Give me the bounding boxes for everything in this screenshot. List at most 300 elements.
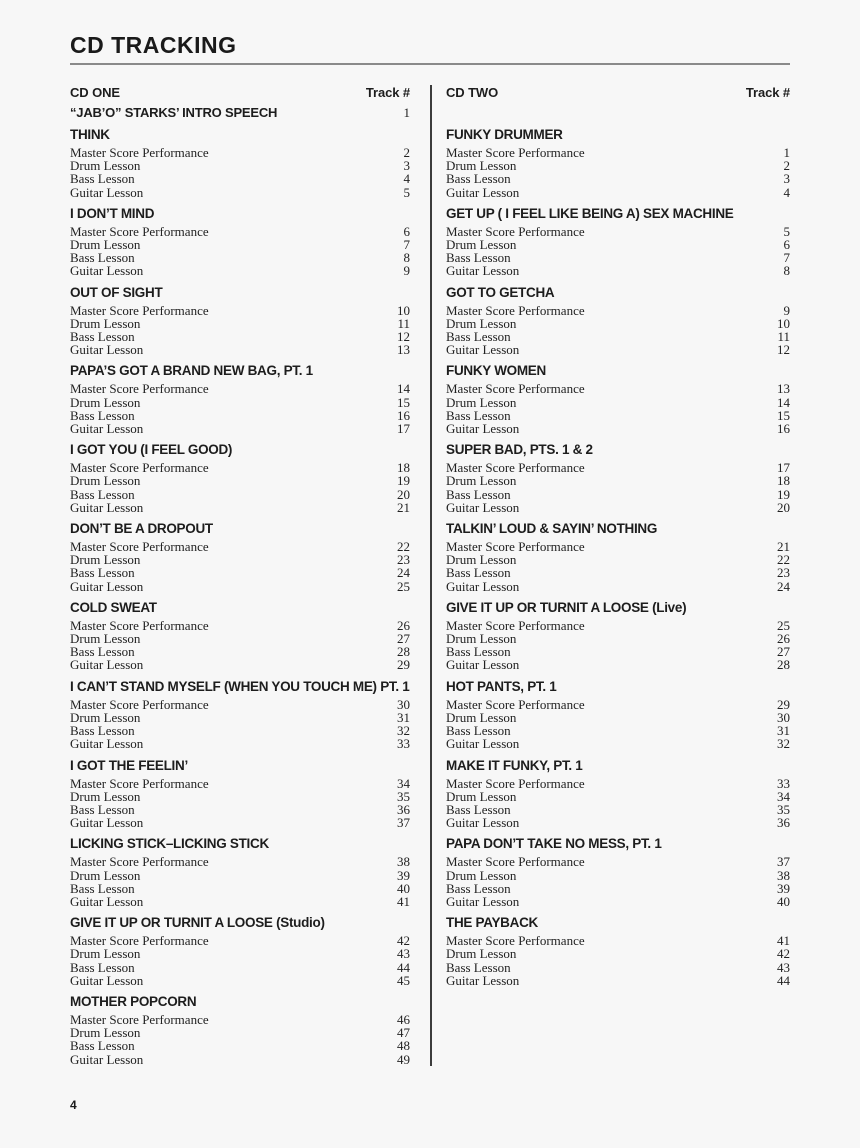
track-row	[70, 790, 410, 803]
track-row	[70, 974, 410, 987]
track-number: 36	[397, 801, 410, 817]
lesson-label: Guitar Lesson	[70, 263, 144, 279]
lesson-label: Drum Lesson	[70, 867, 141, 883]
track-row	[446, 816, 790, 829]
lesson-label: Master Score Performance	[70, 933, 209, 949]
track-row	[70, 382, 410, 395]
track-number: 28	[777, 657, 790, 673]
track-number: 46	[397, 1011, 410, 1027]
track-number: 16	[397, 407, 410, 423]
track-number: 3	[403, 158, 410, 174]
song-section	[446, 442, 790, 514]
lesson-label: Drum Lesson	[70, 473, 141, 489]
intro-spacer	[446, 105, 790, 120]
track-row	[70, 658, 410, 671]
track-number: 20	[777, 499, 790, 515]
track-number: 4	[403, 171, 410, 187]
lesson-label: Guitar Lesson	[446, 736, 520, 752]
song-title: DON’T BE A DROPOUT	[70, 521, 213, 537]
track-number: 34	[777, 788, 790, 804]
track-row	[446, 947, 790, 960]
lesson-label: Bass Lesson	[70, 407, 135, 423]
track-number: 11	[397, 315, 410, 331]
lesson-label: Bass Lesson	[70, 644, 135, 660]
track-row	[446, 396, 790, 409]
track-row	[70, 186, 410, 199]
track-number: 6	[783, 237, 790, 253]
track-number: 23	[397, 552, 410, 568]
lesson-label: Bass Lesson	[70, 880, 135, 896]
track-row	[446, 658, 790, 671]
track-row	[446, 343, 790, 356]
track-number: 36	[777, 815, 790, 831]
track-number: 35	[397, 788, 410, 804]
lesson-label: Guitar Lesson	[446, 421, 520, 437]
song-section	[446, 521, 790, 593]
track-number: 18	[777, 473, 790, 489]
track-number: 47	[397, 1025, 410, 1041]
track-number: 12	[777, 342, 790, 358]
song-section	[446, 206, 790, 278]
track-number: 8	[403, 250, 410, 266]
lesson-label: Guitar Lesson	[446, 657, 520, 673]
track-number: 20	[397, 486, 410, 502]
song-title: GIVE IT UP OR TURNIT A LOOSE (Studio)	[70, 915, 325, 931]
song-title: TALKIN’ LOUD & SAYIN’ NOTHING	[446, 521, 658, 537]
track-number: 25	[397, 578, 410, 594]
lesson-label: Guitar Lesson	[446, 972, 520, 988]
track-row	[70, 737, 410, 750]
track-row	[70, 777, 410, 790]
track-row	[446, 698, 790, 711]
track-number: 17	[777, 460, 790, 476]
song-section	[70, 600, 410, 672]
song-title: SUPER BAD, PTS. 1 & 2	[446, 442, 593, 458]
column-divider	[430, 85, 432, 1066]
song-title: MOTHER POPCORN	[70, 993, 197, 1009]
track-number: 48	[397, 1038, 410, 1054]
lesson-label: Bass Lesson	[70, 959, 135, 975]
track-number: 32	[397, 723, 410, 739]
track-row	[70, 396, 410, 409]
track-row	[446, 777, 790, 790]
song-title: I GOT THE FEELIN’	[70, 757, 188, 773]
song-title: HOT PANTS, PT. 1	[446, 678, 557, 694]
lesson-label: Guitar Lesson	[70, 815, 144, 831]
song-section	[70, 285, 410, 357]
song-section	[70, 521, 410, 593]
track-number: 2	[403, 145, 410, 160]
lesson-label: Drum Lesson	[446, 946, 517, 962]
track-number: 38	[777, 867, 790, 883]
song-section	[70, 206, 410, 278]
track-number: 28	[397, 644, 410, 660]
track-row	[446, 474, 790, 487]
track-number: 21	[397, 499, 410, 515]
song-section	[70, 758, 410, 830]
track-row	[70, 855, 410, 868]
track-number: 5	[783, 223, 790, 239]
track-row	[446, 882, 790, 895]
lesson-label: Bass Lesson	[446, 801, 511, 817]
lesson-label: Master Score Performance	[70, 302, 209, 318]
track-row	[446, 961, 790, 974]
lesson-label: Drum Lesson	[70, 1025, 141, 1041]
lesson-label: Master Score Performance	[446, 617, 585, 633]
song-section	[70, 915, 410, 987]
track-row	[446, 869, 790, 882]
track-number: 33	[397, 736, 410, 752]
track-number: 33	[777, 775, 790, 791]
song-section	[70, 363, 410, 435]
lesson-label: Master Score Performance	[70, 1011, 209, 1027]
lesson-label: Guitar Lesson	[70, 736, 144, 752]
track-number: 43	[777, 959, 790, 975]
track-number: 29	[777, 696, 790, 712]
track-number: 13	[397, 342, 410, 358]
lesson-label: Guitar Lesson	[70, 893, 144, 909]
track-number: 9	[403, 263, 410, 279]
track-number: 44	[397, 959, 410, 975]
track-number: 45	[397, 972, 410, 988]
lesson-label: Drum Lesson	[70, 315, 141, 331]
song-title: FUNKY DRUMMER	[446, 127, 563, 142]
song-section	[446, 758, 790, 830]
lesson-label: Bass Lesson	[446, 407, 511, 423]
lesson-label: Guitar Lesson	[70, 1051, 144, 1067]
track-number: 39	[397, 867, 410, 883]
lesson-label: Drum Lesson	[446, 631, 517, 647]
song-section	[446, 285, 790, 357]
song-title: THINK	[70, 127, 110, 142]
page-title: CD TRACKING	[70, 32, 237, 58]
track-number: 6	[403, 223, 410, 239]
track-row	[70, 264, 410, 277]
lesson-label: Master Score Performance	[70, 145, 209, 160]
track-row	[70, 501, 410, 514]
intro-speech-title: “JAB’O” STARKS’ INTRO SPEECH	[70, 105, 278, 120]
lesson-label: Master Score Performance	[446, 933, 585, 949]
track-row	[70, 1039, 410, 1052]
column-header	[446, 85, 790, 100]
lesson-label: Master Score Performance	[446, 775, 585, 791]
track-number: 19	[777, 486, 790, 502]
lesson-label: Drum Lesson	[446, 552, 517, 568]
lesson-label: Guitar Lesson	[446, 815, 520, 831]
lesson-label: Drum Lesson	[446, 158, 517, 174]
lesson-label: Master Score Performance	[70, 460, 209, 476]
lesson-label: Guitar Lesson	[446, 578, 520, 594]
track-number: 12	[397, 329, 410, 345]
column-cd-two	[446, 85, 790, 1066]
song-section	[446, 915, 790, 987]
track-row	[70, 1053, 410, 1066]
song-section	[70, 127, 410, 199]
track-row	[446, 186, 790, 199]
track-number: 42	[777, 946, 790, 962]
song-title: I GOT YOU (I FEEL GOOD)	[70, 442, 233, 458]
track-number: 30	[777, 709, 790, 725]
track-row	[446, 422, 790, 435]
track-number: 24	[397, 565, 410, 581]
track-row	[446, 382, 790, 395]
track-number: 23	[777, 565, 790, 581]
lesson-label: Guitar Lesson	[70, 578, 144, 594]
song-section	[70, 442, 410, 514]
lesson-label: Master Score Performance	[70, 223, 209, 239]
track-number: 15	[777, 407, 790, 423]
lesson-label: Bass Lesson	[70, 565, 135, 581]
track-row	[70, 580, 410, 593]
track-row	[70, 304, 410, 317]
lesson-label: Drum Lesson	[70, 552, 141, 568]
song-title: GIVE IT UP OR TURNIT A LOOSE (Live)	[446, 599, 687, 615]
lesson-label: Drum Lesson	[446, 788, 517, 804]
cd-name-label: CD TWO	[446, 85, 499, 100]
track-number: 41	[777, 933, 790, 949]
track-row	[70, 474, 410, 487]
track-number: 27	[777, 644, 790, 660]
track-row	[446, 172, 790, 185]
track-number: 1	[783, 145, 790, 160]
lesson-label: Guitar Lesson	[70, 499, 144, 515]
track-number: 37	[397, 815, 410, 831]
lesson-label: Bass Lesson	[70, 486, 135, 502]
track-number: 15	[397, 394, 410, 410]
track-number: 13	[777, 381, 790, 397]
song-section	[446, 600, 790, 672]
song-title: OUT OF SIGHT	[70, 284, 163, 300]
track-number: 7	[403, 237, 410, 253]
lesson-label: Guitar Lesson	[446, 184, 520, 200]
track-row	[70, 816, 410, 829]
intro-speech-row	[70, 105, 410, 120]
song-title: PAPA’S GOT A BRAND NEW BAG, PT. 1	[70, 363, 313, 379]
lesson-label: Guitar Lesson	[70, 421, 144, 437]
lesson-label: Guitar Lesson	[70, 972, 144, 988]
track-row	[446, 895, 790, 908]
track-number: 19	[397, 473, 410, 489]
track-number-header: Track #	[745, 85, 790, 100]
track-number: 26	[397, 617, 410, 633]
track-row	[446, 264, 790, 277]
lesson-label: Master Score Performance	[446, 223, 585, 239]
lesson-label: Guitar Lesson	[70, 342, 144, 358]
track-row	[446, 790, 790, 803]
lesson-label: Guitar Lesson	[446, 893, 520, 909]
track-number: 43	[397, 946, 410, 962]
track-number: 26	[777, 631, 790, 647]
lesson-label: Bass Lesson	[446, 250, 511, 266]
track-row	[446, 501, 790, 514]
track-number: 11	[777, 329, 790, 345]
track-number: 22	[777, 552, 790, 568]
track-number: 8	[783, 263, 790, 279]
lesson-label: Bass Lesson	[70, 329, 135, 345]
track-number: 14	[397, 381, 410, 397]
lesson-label: Bass Lesson	[446, 723, 511, 739]
track-number: 35	[777, 801, 790, 817]
track-row	[70, 961, 410, 974]
track-row	[446, 580, 790, 593]
track-row	[446, 566, 790, 579]
lesson-label: Drum Lesson	[70, 788, 141, 804]
track-row	[70, 698, 410, 711]
cd-name-label: CD ONE	[70, 85, 120, 100]
track-number: 14	[777, 394, 790, 410]
lesson-label: Master Score Performance	[70, 775, 209, 791]
lesson-label: Guitar Lesson	[446, 499, 520, 515]
song-title: I DON’T MIND	[70, 205, 155, 221]
track-number: 9	[783, 302, 790, 318]
song-section	[70, 836, 410, 908]
title-rule	[70, 63, 790, 65]
song-title: GET UP ( I FEEL LIKE BEING A) SEX MACHINE	[446, 205, 734, 221]
track-row	[70, 869, 410, 882]
page-number: 4	[70, 1098, 77, 1112]
lesson-label: Master Score Performance	[70, 696, 209, 712]
track-number: 30	[397, 696, 410, 712]
lesson-label: Drum Lesson	[446, 709, 517, 725]
lesson-label: Bass Lesson	[70, 171, 135, 187]
track-row	[70, 895, 410, 908]
lesson-label: Guitar Lesson	[446, 342, 520, 358]
column-header	[70, 85, 410, 100]
lesson-label: Bass Lesson	[446, 959, 511, 975]
track-number: 16	[777, 421, 790, 437]
lesson-label: Drum Lesson	[70, 394, 141, 410]
lesson-label: Drum Lesson	[446, 867, 517, 883]
lesson-label: Bass Lesson	[70, 250, 135, 266]
track-number: 21	[777, 539, 790, 555]
lesson-label: Master Score Performance	[446, 696, 585, 712]
track-number: 41	[397, 893, 410, 909]
track-row	[446, 855, 790, 868]
song-title: LICKING STICK–LICKING STICK	[70, 836, 269, 852]
lesson-label: Master Score Performance	[70, 381, 209, 397]
lesson-label: Master Score Performance	[70, 617, 209, 633]
lesson-label: Master Score Performance	[70, 854, 209, 870]
track-row	[70, 422, 410, 435]
track-number: 40	[397, 880, 410, 896]
song-section	[70, 679, 410, 751]
track-row	[70, 343, 410, 356]
song-title: PAPA DON’T TAKE NO MESS, PT. 1	[446, 836, 662, 852]
song-section	[446, 127, 790, 199]
cd-columns	[70, 85, 790, 1066]
track-row	[70, 566, 410, 579]
lesson-label: Bass Lesson	[446, 880, 511, 896]
track-number: 5	[403, 184, 410, 200]
track-row	[446, 488, 790, 501]
track-number: 34	[397, 775, 410, 791]
lesson-label: Bass Lesson	[70, 801, 135, 817]
song-section	[446, 363, 790, 435]
track-number: 10	[397, 302, 410, 318]
lesson-label: Master Score Performance	[70, 539, 209, 555]
lesson-label: Drum Lesson	[446, 315, 517, 331]
track-number: 25	[777, 617, 790, 633]
lesson-label: Bass Lesson	[446, 565, 511, 581]
song-title: COLD SWEAT	[70, 599, 157, 615]
lesson-label: Bass Lesson	[446, 171, 511, 187]
track-number: 31	[777, 723, 790, 739]
lesson-label: Master Score Performance	[446, 539, 585, 555]
lesson-label: Master Score Performance	[446, 145, 585, 160]
song-title: THE PAYBACK	[446, 915, 538, 931]
lesson-label: Guitar Lesson	[70, 657, 144, 673]
track-number: 31	[397, 709, 410, 725]
track-row	[446, 974, 790, 987]
lesson-label: Bass Lesson	[70, 1038, 135, 1054]
track-number: 1	[403, 105, 410, 120]
track-row	[70, 882, 410, 895]
lesson-label: Master Score Performance	[446, 460, 585, 476]
track-number: 22	[397, 539, 410, 555]
track-number: 18	[397, 460, 410, 476]
track-number: 40	[777, 893, 790, 909]
track-number: 29	[397, 657, 410, 673]
track-number: 38	[397, 854, 410, 870]
lesson-label: Drum Lesson	[70, 709, 141, 725]
track-number: 10	[777, 315, 790, 331]
track-number: 32	[777, 736, 790, 752]
lesson-label: Bass Lesson	[446, 644, 511, 660]
song-section	[446, 836, 790, 908]
track-number: 2	[783, 158, 790, 174]
track-number: 37	[777, 854, 790, 870]
song-title: GOT TO GETCHA	[446, 284, 555, 300]
lesson-label: Bass Lesson	[446, 486, 511, 502]
lesson-label: Drum Lesson	[446, 237, 517, 253]
lesson-label: Drum Lesson	[70, 237, 141, 253]
lesson-label: Drum Lesson	[70, 631, 141, 647]
song-title: MAKE IT FUNKY, PT. 1	[446, 757, 583, 773]
track-number: 24	[777, 578, 790, 594]
track-number: 4	[783, 184, 790, 200]
track-row	[70, 488, 410, 501]
song-section	[446, 679, 790, 751]
song-title: FUNKY WOMEN	[446, 363, 546, 379]
track-row	[446, 737, 790, 750]
track-number: 3	[783, 171, 790, 187]
track-number: 39	[777, 880, 790, 896]
track-number: 49	[397, 1051, 410, 1067]
track-number: 17	[397, 421, 410, 437]
column-cd-one	[70, 85, 410, 1066]
lesson-label: Drum Lesson	[446, 394, 517, 410]
track-number: 42	[397, 933, 410, 949]
track-number: 44	[777, 972, 790, 988]
song-title: I CAN’T STAND MYSELF (WHEN YOU TOUCH ME) PT. 1	[70, 678, 410, 694]
lesson-label: Drum Lesson	[70, 946, 141, 962]
lesson-label: Bass Lesson	[70, 723, 135, 739]
lesson-label: Drum Lesson	[446, 473, 517, 489]
lesson-label: Master Score Performance	[446, 854, 585, 870]
lesson-label: Guitar Lesson	[446, 263, 520, 279]
lesson-label: Master Score Performance	[446, 381, 585, 397]
song-section	[70, 994, 410, 1066]
lesson-label: Guitar Lesson	[70, 184, 144, 200]
track-number: 7	[783, 250, 790, 266]
track-number: 27	[397, 631, 410, 647]
track-row	[70, 172, 410, 185]
lesson-label: Bass Lesson	[446, 329, 511, 345]
track-row	[446, 304, 790, 317]
track-number-header: Track #	[365, 85, 410, 100]
track-row	[70, 947, 410, 960]
lesson-label: Master Score Performance	[446, 302, 585, 318]
